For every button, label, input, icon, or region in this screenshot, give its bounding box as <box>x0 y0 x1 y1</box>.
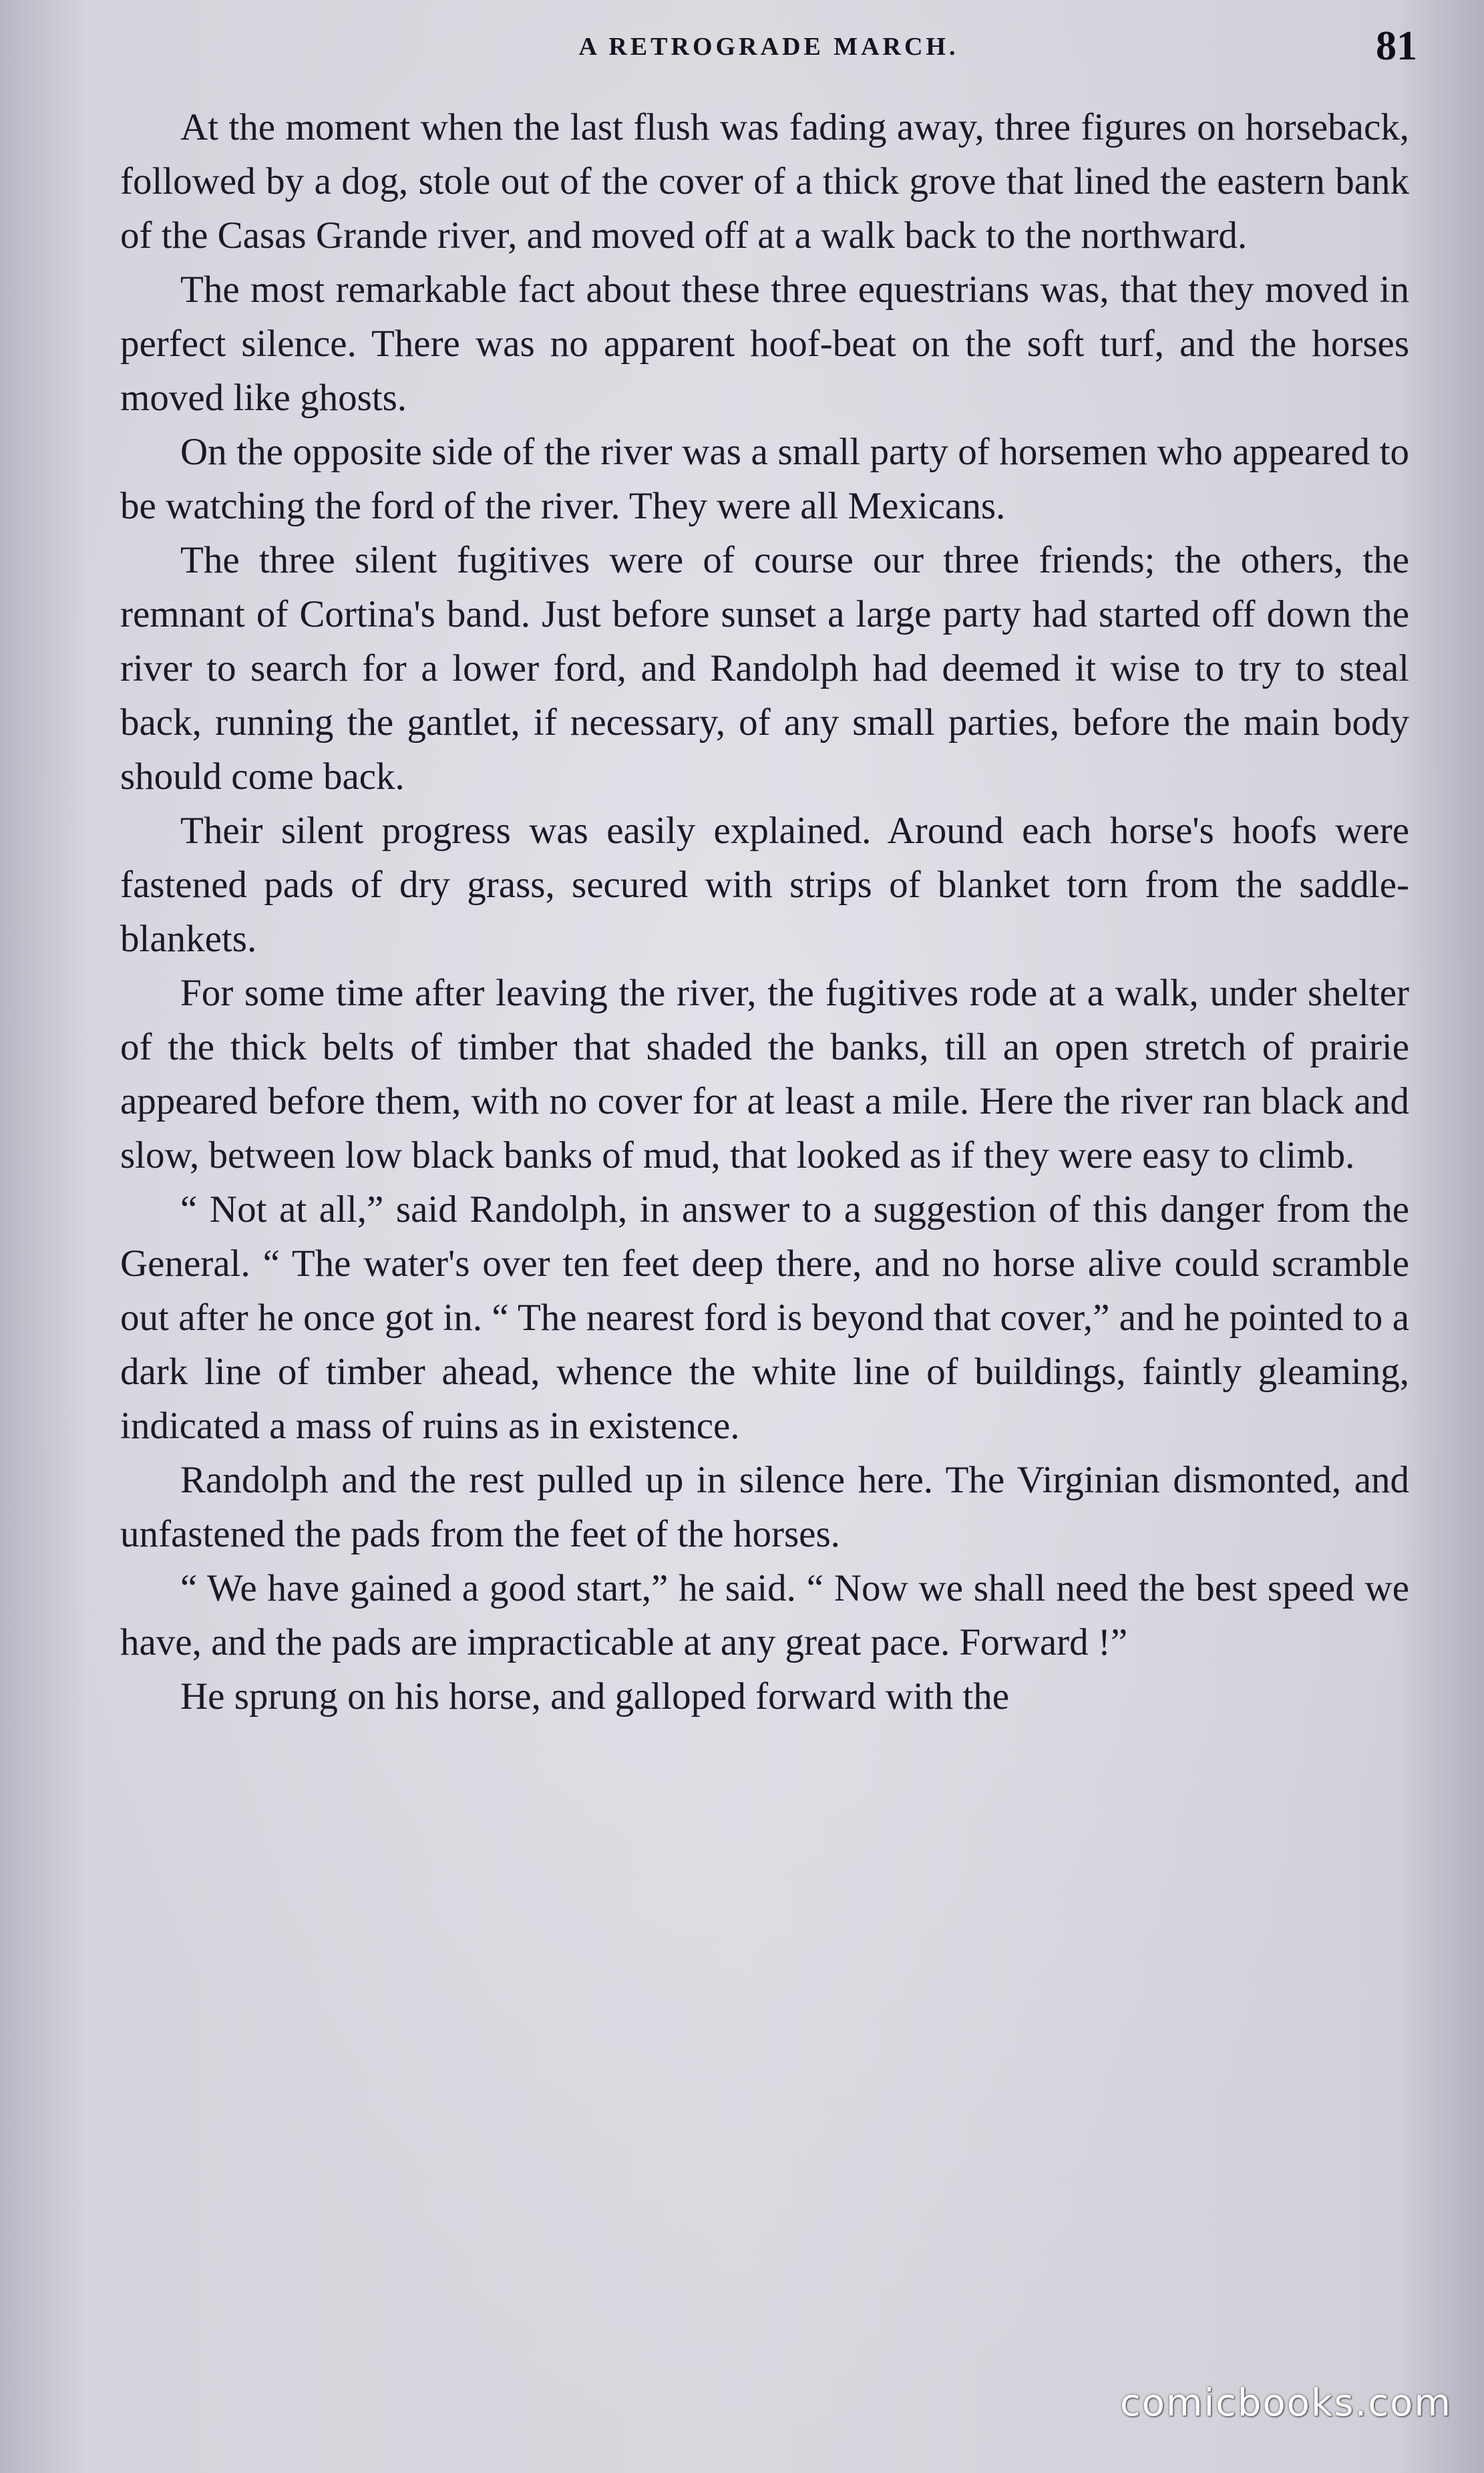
watermark-text: comicbooks.com <box>1119 2381 1452 2425</box>
page-header <box>120 23 1417 83</box>
page-number: 81 <box>1376 23 1417 69</box>
paragraph: The most remarkable fact about these three equestrians was, that they moved in perfect silence. There was no apparent hoof-beat on the soft turf, and the horses moved like ghosts. <box>120 269 1409 419</box>
paragraph: “ We have gained a good start,” he said. “ Now we shall need the best speed we have, and the pads are impracticable at any great pace. Forward !” <box>120 1567 1409 1663</box>
paragraph: On the opposite side of the river was a small party of horsemen who appeared to be watching the ford of the river. They were all Mexicans. <box>120 431 1409 527</box>
paragraph: “ Not at all,” said Randolph, in answer to a suggestion of this danger from the General. “ The water's over ten feet deep there, and no horse alive could scramble out after he once got in. “ The nearest ford is beyond that cover,” and he pointed to a dark line of timber ahead, whence the white line of buildings, faintly gleaming, indicated a mass of ruins as in existence. <box>120 1188 1409 1447</box>
paragraph: He sprung on his horse, and galloped forward with the <box>180 1675 1010 1717</box>
paragraph: Their silent progress was easily explained. Around each horse's hoofs were fastened pads of dry grass, secured with strips of blanket torn from the saddle-blankets. <box>120 810 1409 960</box>
paragraph: For some time after leaving the river, the fugitives rode at a walk, under shelter of the thick belts of timber that shaded the banks, till an open stretch of prairie appeared before them, with no cover for at least a mile. Here the river ran black and slow, between low black banks of mud, that looked as if they were easy to climb. <box>120 972 1409 1176</box>
paragraph: At the moment when the last flush was fading away, three figures on horseback, followed by a dog, stole out of the cover of a thick grove that lined the eastern bank of the Casas Grande river, and moved off at a walk back to the northward. <box>120 106 1409 257</box>
running-title: A RETROGRADE MARCH. <box>578 33 959 61</box>
body-text <box>120 100 1409 1723</box>
paragraph: Randolph and the rest pulled up in silence here. The Virginian dismonted, and unfastened the pads from the feet of the horses. <box>120 1459 1409 1555</box>
paragraph: The three silent fugitives were of course our three friends; the others, the remnant of Cortina's band. Just before sunset a large party had started off down the river to search for a lower ford, and Randolph had deemed it wise to try to steal back, running the gantlet, if necessary, of any small parties, before the main body should come back. <box>120 539 1409 798</box>
